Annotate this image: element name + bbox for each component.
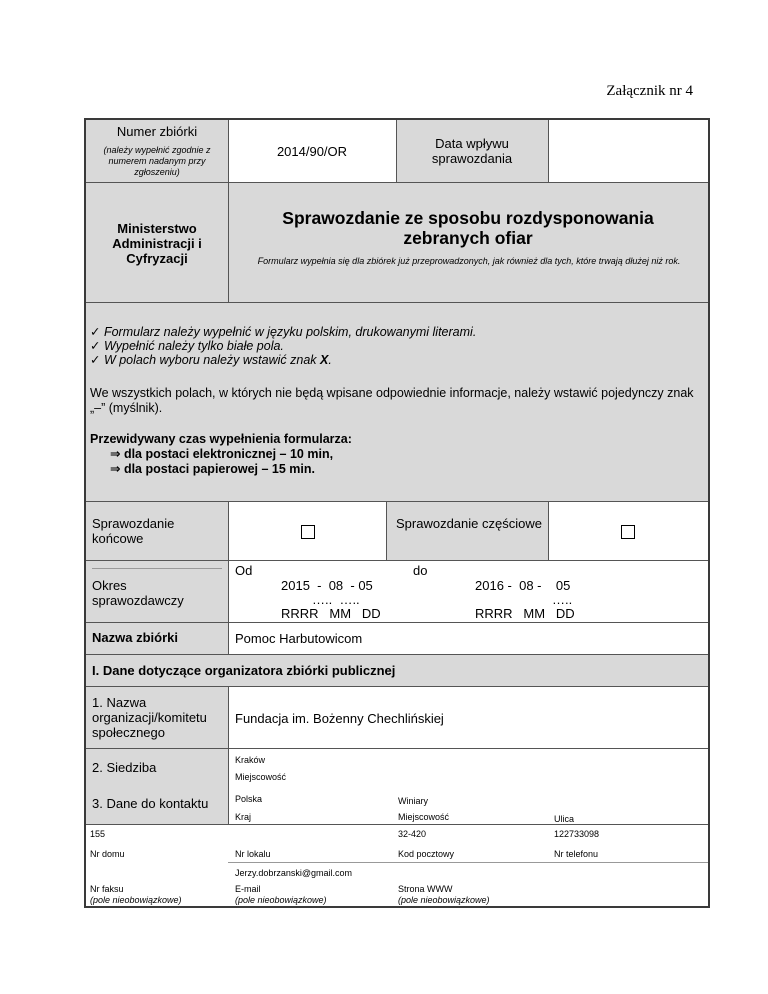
phone-value[interactable]: 122733098 — [554, 829, 600, 839]
divider — [86, 302, 708, 303]
instruction-item: ✓ W polach wyboru należy wstawić znak X. — [90, 353, 332, 367]
divider — [86, 824, 708, 825]
postal-code-caption: Kod pocztowy — [398, 849, 455, 859]
divider — [86, 686, 708, 687]
divider — [228, 501, 229, 654]
divider — [548, 501, 549, 560]
country-caption: Kraj — [235, 812, 252, 822]
country-value[interactable]: Polska — [235, 794, 263, 804]
check-icon: ✓ — [90, 353, 104, 367]
check-icon: ✓ — [90, 339, 104, 353]
period-to-value[interactable]: 2016 - 08 - 05 — [475, 578, 571, 593]
house-number-value[interactable]: 155 — [90, 829, 106, 839]
period-to-dots: ….. — [552, 592, 573, 607]
ministry-name: Ministerstwo Administracji i Cyfryzacji — [112, 221, 202, 266]
optional-note: (pole nieobowiązkowe) — [235, 895, 327, 905]
section1-title: I. Dane dotyczące organizatora zbiórki publicznej — [92, 663, 396, 678]
final-report-checkbox[interactable] — [301, 525, 315, 539]
postal-code-value[interactable]: 32-420 — [398, 829, 427, 839]
form-subtitle: Formularz wypełnia się dla zbiórek już przeprowadzonych, jak również dla tych, które trwają dłużej niż rok. — [257, 256, 681, 266]
period-from-dots: ….. ….. — [312, 592, 360, 607]
instruction-item: ✓ Wypełnić należy tylko białe pola. — [90, 339, 284, 353]
divider — [86, 560, 708, 561]
period-from-format: RRRR MM DD — [281, 606, 381, 621]
arrow-right-icon: ⇒ — [110, 462, 124, 476]
divider — [86, 501, 708, 502]
period-label: Okres sprawozdawczy — [92, 578, 184, 608]
time-title: Przewidywany czas wypełnienia formularza: ⇒ dla postaci elektronicznej – 10 min, ⇒ dla postaci papierowej – 15 min. — [90, 432, 352, 476]
final-report-label: Sprawozdanie końcowe — [92, 516, 175, 546]
www-caption: Strona WWW (pole nieobowiązkowe) — [398, 884, 490, 905]
divider — [86, 182, 708, 183]
collection-number-label: Numer zbiórki — [116, 124, 198, 139]
seat-label: 2. Siedziba — [92, 760, 157, 775]
optional-note: (pole nieobowiązkowe) — [90, 895, 182, 905]
divider — [86, 622, 708, 623]
receipt-date-field[interactable] — [549, 121, 707, 181]
fax-caption: Nr faksu (pole nieobowiązkowe) — [90, 884, 182, 905]
divider — [386, 501, 387, 560]
city-caption: Miejscowość — [398, 812, 450, 822]
optional-note: (pole nieobowiązkowe) — [398, 895, 490, 905]
street-caption: Ulica — [554, 814, 575, 824]
divider — [86, 654, 708, 655]
period-from-value[interactable]: 2015 - 08 - 05 — [281, 578, 373, 593]
check-icon: ✓ — [90, 325, 104, 339]
local-number-caption: Nr lokalu — [235, 849, 271, 859]
seat-city-value[interactable]: Kraków — [235, 755, 266, 765]
collection-number-note: (należy wypełnić zgodnie z numerem nadanym przy zgłoszeniu) — [103, 145, 211, 177]
phone-caption: Nr telefonu — [554, 849, 599, 859]
org-name-label: 1. Nazwa organizacji/komitetu społecznego — [92, 695, 207, 740]
instruction-item: ✓ Formularz należy wypełnić w języku polskim, drukowanymi literami. — [90, 325, 477, 339]
receipt-date-label: Data wpływu sprawozdania — [431, 136, 513, 166]
collection-number-value[interactable]: 2014/90/OR — [276, 144, 348, 159]
divider — [228, 686, 229, 824]
email-value[interactable]: Jerzy.dobrzanski@gmail.com — [235, 868, 353, 878]
period-to-label: do — [413, 563, 428, 578]
org-name-value[interactable]: Fundacja im. Bożenny Chechlińskiej — [235, 711, 444, 726]
period-to-format: RRRR MM DD — [475, 606, 575, 621]
form-title: Sprawozdanie ze sposobu rozdysponowania zebranych ofiar — [282, 208, 654, 248]
city-value[interactable]: Winiary — [398, 796, 429, 806]
seat-city-caption: Miejscowość — [235, 772, 287, 782]
arrow-right-icon: ⇒ — [110, 447, 124, 461]
divider — [92, 568, 222, 569]
divider — [86, 748, 708, 749]
partial-report-label: Sprawozdanie częściowe — [396, 516, 542, 531]
instruction-list — [90, 325, 700, 367]
divider — [396, 120, 397, 182]
dash-note: We wszystkich polach, w których nie będą wpisane odpowiednie informacje, należy wstawić pojedynczy znak „–” (myślnik). — [90, 386, 694, 415]
email-caption: E-mail (pole nieobowiązkowe) — [235, 884, 327, 905]
partial-report-checkbox[interactable] — [621, 525, 635, 539]
contact-label: 3. Dane do kontaktu — [92, 796, 209, 811]
house-number-caption: Nr domu — [90, 849, 125, 859]
period-from-label: Od — [235, 563, 253, 578]
attachment-number: Załącznik nr 4 — [606, 83, 693, 99]
collection-name-value[interactable]: Pomoc Harbutowicom — [235, 631, 363, 646]
divider — [228, 862, 708, 863]
collection-name-label: Nazwa zbiórki — [92, 630, 178, 645]
